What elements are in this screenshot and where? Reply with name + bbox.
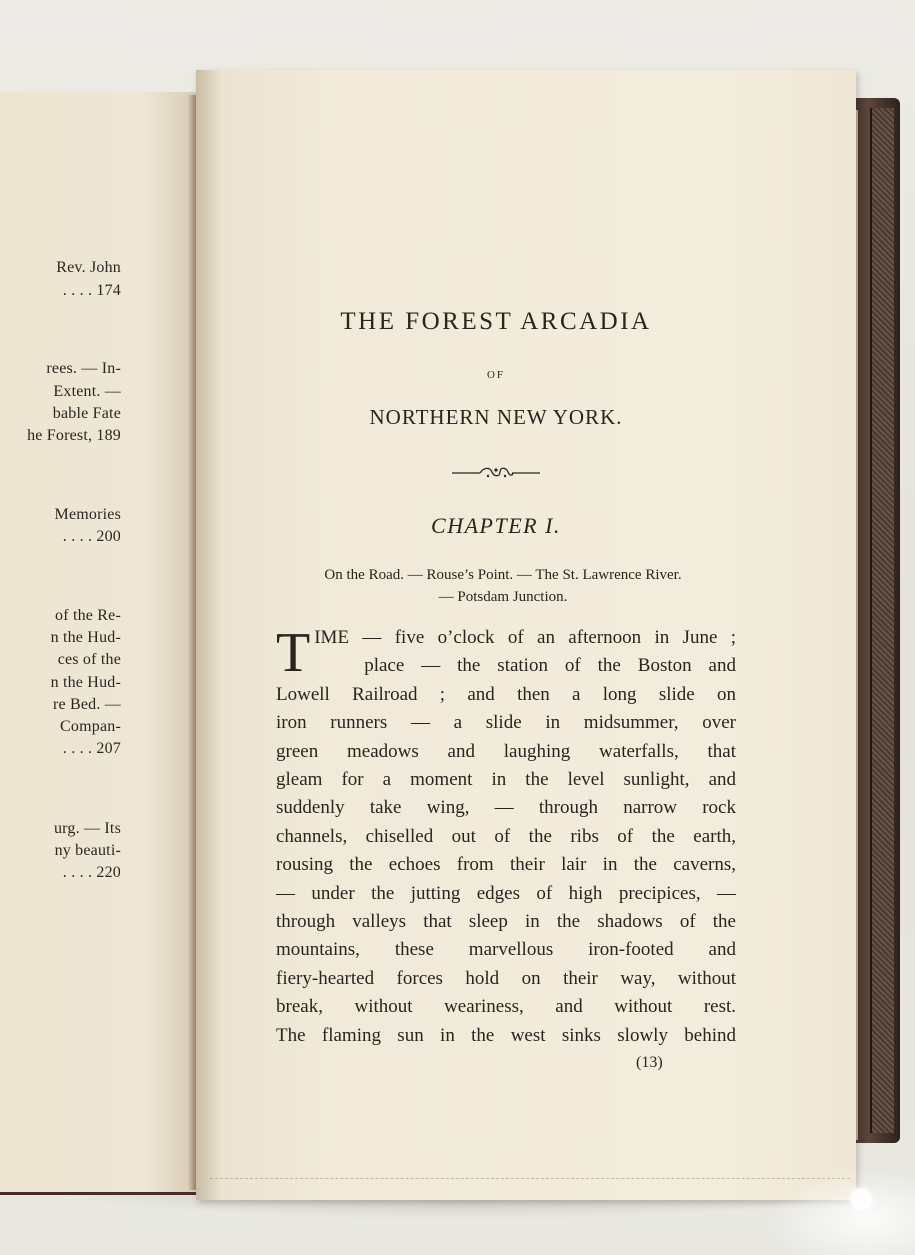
toc-line: he Forest, 189 [27,427,121,444]
toc-line: rees. — In- [46,360,121,377]
toc-line: ny beauti- [54,842,121,859]
toc-line: . . . . 207 [62,740,121,757]
toc-line: Compan- [60,718,121,735]
chapter-summary-line: On the Road. — Rouse’s Point. — The St. Lawrence River. [324,567,682,583]
toc-line: bable Fate [52,405,121,422]
left-page [0,92,205,1192]
body-line: gleam for a moment in the level sunlight, and [276,769,736,791]
chapter-summary-line: — Potsdam Junction. [438,589,568,605]
chapter-heading: CHAPTER I. [431,513,561,538]
toc-line: Extent. — [53,383,121,400]
toc-line: . . . . 200 [62,528,121,545]
toc-line: n the Hud- [50,674,121,691]
body-line: iron runners — a slide in midsummer, over [276,712,736,734]
toc-line: ces of the [57,651,121,668]
page-title-of: OF [486,369,506,381]
scroll-ornament-icon [450,463,542,483]
body-line: through valleys that sleep in the shadows of the [276,911,736,933]
toc-line: urg. — Its [53,820,121,837]
body-line: break, without weariness, and without rest. [276,996,736,1018]
page-number: (13) [636,1054,663,1071]
body-text [276,624,736,1050]
toc-line: Rev. John [56,259,121,276]
page-title-line1: THE FOREST ARCADIA [340,308,652,335]
body-line: channels, chiselled out of the ribs of the earth, [276,825,736,847]
toc-line: of the Re- [55,607,121,624]
toc-line: n the Hud- [50,629,121,646]
body-line: fiery-hearted forces hold on their way, without [276,967,736,989]
body-line: mountains, these marvellous iron-footed and [276,939,736,961]
drop-cap: T [276,622,311,684]
toc-line: Memories [54,506,121,523]
body-line: suddenly take wing, — through narrow rock [276,797,736,819]
toc-line: re Bed. — [52,696,121,713]
body-line: green meadows and laughing waterfalls, that [276,740,736,762]
body-line: Lowell Railroad ; and then a long slide on [276,683,736,705]
chapter-summary [268,564,738,608]
body-line: rousing the echoes from their lair in the caverns, [276,854,736,876]
toc-line: . . . . 174 [62,282,121,299]
body-line: The flaming sun in the west sinks slowly behind [276,1024,736,1046]
watermark-dot-icon [850,1188,872,1210]
watermark-glow [760,1165,915,1255]
book-cover-board [870,108,894,1133]
toc-line: . . . . 220 [62,864,121,881]
page-title-line2: NORTHERN NEW YORK. [369,405,623,429]
body-line: IME — five o’clock of an afternoon in June ; [314,627,736,648]
deckle-edge [210,1178,850,1185]
body-line: place — the station of the Boston and [364,655,736,677]
body-line: — under the jutting edges of high precipices, — [276,882,736,904]
